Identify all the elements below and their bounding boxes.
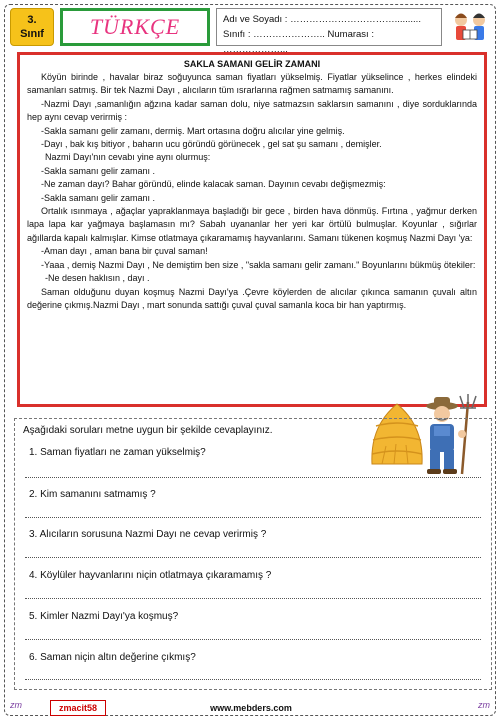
grade-number: 3. [27,14,37,26]
answer-line[interactable] [25,477,481,478]
story-box [17,52,487,407]
story-paragraph: -Ne zaman dayı? Bahar göründü, elinde kalacak saman. Dayının cevabı değişmezmiş: [41,179,386,190]
question-item: 3. Alıcıların sorusuna Nazmi Dayı ne cevap verirmiş ? [29,529,267,540]
student-class-field[interactable]: Sınıfı : ………………….. Numarası : ………………... [223,29,374,55]
worksheet-header [10,8,492,55]
story-paragraph: Köyün birinde , havalar biraz soğuyunca saman fiyatları yükselmiş. Fiyatlar yükselince , herkes elindeki samanları satmış. Bir tek Nazmi Dayı , alıcıların tüm ısrarlarına rağmen satmamış samanını. [27,72,477,96]
story-paragraph: -Sakla samanı gelir zamanı . [41,192,156,203]
answer-line[interactable] [25,639,481,640]
author-badge: zmacit58 [50,700,106,716]
questions-instruction: Aşağıdaki soruları metne uygun bir şekilde cevaplayınız. [23,425,273,436]
questions-section [14,418,492,690]
story-paragraph: Saman olduğunu duyan koşmuş Nazmi Dayı'ya .Çevre köylerden de alıcılar çıkınca samanın çuvalı altın değerine çıkmış.Nazmi Dayı , mart sonunda sattığı çuval çuval samanla koca bir han yaptırmış. [27,286,477,310]
question-item: 4. Köylüler hayvanlarını niçin otlatmaya çıkaramamış ? [29,570,272,581]
corner-mark-right: zm [478,700,490,710]
question-item: 1. Saman fiyatları ne zaman yükselmiş? [29,447,206,458]
story-paragraph: -Aman dayı , aman bana bir çuval saman! [41,246,208,257]
footer [0,696,502,718]
story-paragraph: -Nazmi Dayı ,samanlığın ağzına kadar saman dolu, niye satmazsın saklarsın samanını , diye sorduklarında hep aynı cevap verirmiş : [27,98,477,123]
site-link[interactable]: www.mebders.com [210,703,292,713]
story-paragraph: -Yaaa , demiş Nazmi Dayı , Ne demiştim ben size , "sakla samanı gelir zamanı." Boyunlarını bükmüş ötekiler: [41,259,476,270]
student-name-field[interactable]: Adı ve Soyadı : …………………………….......... [223,14,421,25]
question-item: 5. Kimler Nazmi Dayı'ya koşmuş? [29,611,179,622]
corner-mark-left: zm [10,700,22,710]
question-item: 2. Kim samanını satmamış ? [29,489,156,500]
answer-line[interactable] [25,557,481,558]
story-paragraph: Ortalık ısınmaya , ağaçlar yapraklanmaya başladığı bir gece , birden hava dönmüş. Fırtına , yağmur derken lapa lapa kar yağmaya başlamasın mı? Sabah uyananlar her yeri kar örtülü bulmuşlar. Koyunlar , sığırlar ağıllarda kapalı kalmışlar. Kimse otlatmaya çıkaramamış hayvanlarını. Samanı tükenen koşmuş Nazmi Dayı 'ya: [27,206,477,243]
story-title: SAKLA SAMANI GELİR ZAMANI [183,59,321,69]
story-paragraph: -Sakla samanı gelir zamanı, dermiş. Mart ortasına doğru alıcılar yine gelmiş. [41,125,345,136]
answer-line[interactable] [25,598,481,599]
children-reading-icon [448,8,492,46]
answer-line[interactable] [25,517,481,518]
story-paragraph: -Sakla samanı gelir zamanı . [41,165,156,176]
grade-badge [10,8,54,46]
answer-line[interactable] [25,679,481,680]
student-info-box [216,8,442,55]
grade-label: Sınıf [20,28,44,40]
story-paragraph: -Ne desen haklısın , dayı . [45,273,150,284]
question-item: 6. Saman niçin altın değerine çıkmış? [29,652,196,663]
story-paragraph: -Dayı , bak kış bitiyor , baharın ucu göründü görünecek , gel sat şu samanı , demişler. [41,139,382,150]
story-paragraph: Nazmi Dayı'nın cevabı yine aynı olurmuş: [45,152,211,163]
subject-title: TÜRKÇE [60,8,210,46]
